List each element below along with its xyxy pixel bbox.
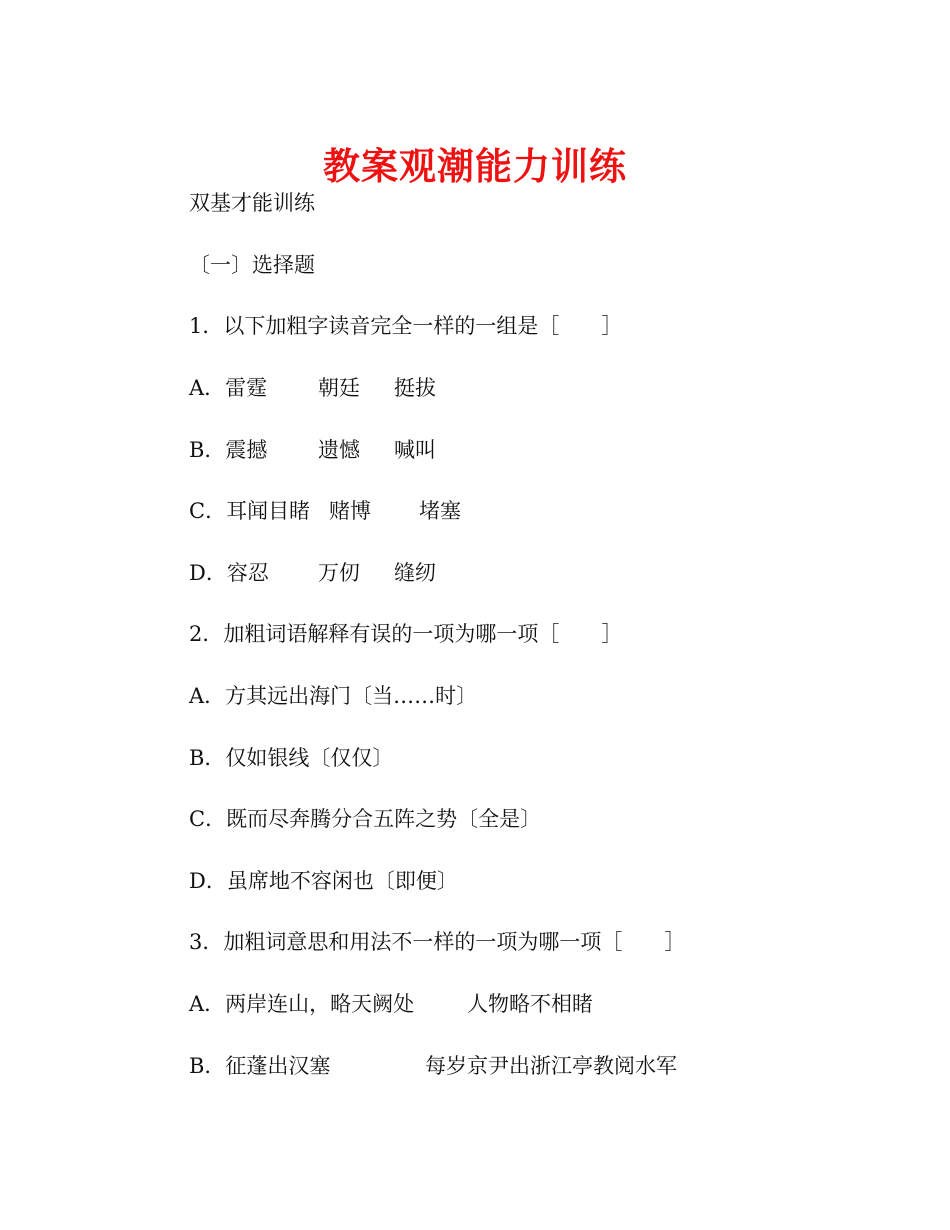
option-word-1: B．震撼 [189, 438, 268, 462]
question-1-stem: 1．以下加粗字读音完全一样的一组是［ ］ [189, 314, 623, 338]
option-word-1: D．容忍 [189, 561, 269, 585]
option-right-phrase: 每岁京尹出浙江亭教阅水军 [425, 1054, 677, 1078]
question-1-option-d [189, 559, 436, 587]
option-word-2: 朝廷 [318, 376, 360, 400]
option-word-2: 万仞 [318, 561, 360, 585]
question-1-option-c [189, 497, 461, 525]
question-2-option-c: C．既而尽奔腾分合五阵之势〔全是〕 [189, 807, 542, 831]
question-1-option-b [189, 436, 436, 464]
subsection-heading: 〔一〕选择题 [189, 253, 315, 277]
option-word-2: 遗憾 [318, 438, 360, 462]
question-2-option-b: B．仅如银线〔仅仅〕 [189, 746, 394, 770]
option-right-phrase: 人物略不相睹 [467, 992, 593, 1016]
document-title: 教案观潮能力训练 [323, 145, 627, 188]
option-word-3: 缝纫 [394, 561, 436, 585]
option-word-1: A．雷霆 [189, 376, 268, 400]
question-2-option-d: D．虽席地不容闲也〔即便〕 [189, 869, 458, 893]
option-word-3: 喊叫 [394, 438, 436, 462]
question-2-stem: 2．加粗词语解释有误的一项为哪一项［ ］ [189, 622, 623, 646]
question-3-option-b [189, 1052, 677, 1080]
question-3-stem: 3．加粗词意思和用法不一样的一项为哪一项［ ］ [189, 930, 686, 954]
question-2-option-a: A．方其远出海门〔当……时〕 [189, 684, 478, 708]
option-left-phrase: B．征蓬出汉塞 [189, 1054, 331, 1078]
question-3-option-a [189, 990, 593, 1018]
option-word-3: 挺拔 [394, 376, 436, 400]
option-word-3: 堵塞 [419, 499, 461, 523]
section-heading: 双基才能训练 [189, 191, 315, 215]
question-1-option-a [189, 374, 436, 402]
option-left-phrase: A．两岸连山，略天阙处 [189, 992, 415, 1016]
option-word-2: 赌博 [329, 499, 371, 523]
option-word-1: C．耳闻目睹 [189, 499, 311, 523]
